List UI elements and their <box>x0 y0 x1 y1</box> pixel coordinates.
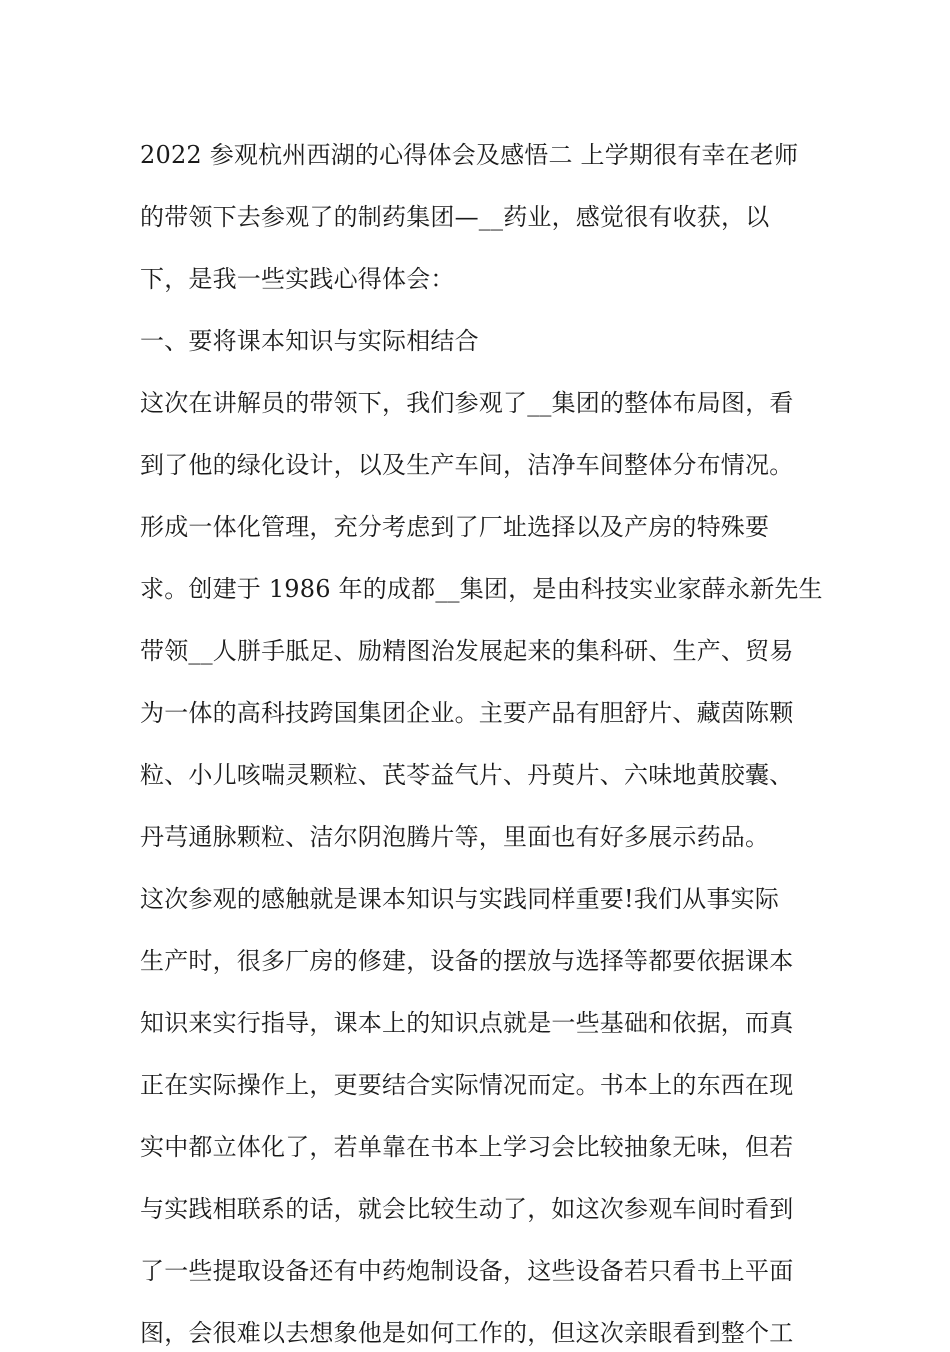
text-line: 实中都立体化了，若单靠在书本上学习会比较抽象无味，但若 <box>140 1133 794 1161</box>
text-line: 这次参观的感触就是课本知识与实践同样重要!我们从事实际 <box>140 885 780 913</box>
text-line: 2022 参观杭州西湖的心得体会及感悟二 上学期很有幸在老师 <box>140 141 799 169</box>
text-line: 正在实际操作上，更要结合实际情况而定。书本上的东西在现 <box>140 1071 794 1099</box>
text-line: 带领__人胼手胝足、励精图治发展起来的集科研、生产、贸易 <box>140 637 794 665</box>
text-line: 求。创建于 1986 年的成都__集团，是由科技实业家薛永新先生 <box>140 575 823 603</box>
text-line: 图，会很难以去想象他是如何工作的，但这次亲眼看到整个工 <box>140 1319 794 1347</box>
text-line: 了一些提取设备还有中药炮制设备，这些设备若只看书上平面 <box>140 1257 794 1285</box>
text-line: 与实践相联系的话，就会比较生动了，如这次参观车间时看到 <box>140 1195 794 1223</box>
text-line: 这次在讲解员的带领下，我们参观了__集团的整体布局图，看 <box>140 389 794 417</box>
section-heading: 一、要将课本知识与实际相结合 <box>140 327 479 355</box>
text-line: 的带领下去参观了的制药集团—__药业，感觉很有收获，以 <box>140 203 770 231</box>
text-line: 到了他的绿化设计，以及生产车间，洁净车间整体分布情况。 <box>140 451 794 479</box>
text-line: 生产时，很多厂房的修建，设备的摆放与选择等都要依据课本 <box>140 947 794 975</box>
text-line: 下，是我一些实践心得体会： <box>140 265 455 293</box>
text-line: 为一体的高科技跨国集团企业。主要产品有胆舒片、藏茵陈颗 <box>140 699 794 727</box>
text-line: 粒、小儿咳喘灵颗粒、芪苓益气片、丹萸片、六味地黄胶囊、 <box>140 761 794 789</box>
text-line: 形成一体化管理，充分考虑到了厂址选择以及产房的特殊要 <box>140 513 770 541</box>
text-line: 知识来实行指导，课本上的知识点就是一些基础和依据，而真 <box>140 1009 794 1037</box>
document-body <box>140 112 823 1352</box>
text-line: 丹芎通脉颗粒、洁尔阴泡腾片等，里面也有好多展示药品。 <box>140 823 770 851</box>
